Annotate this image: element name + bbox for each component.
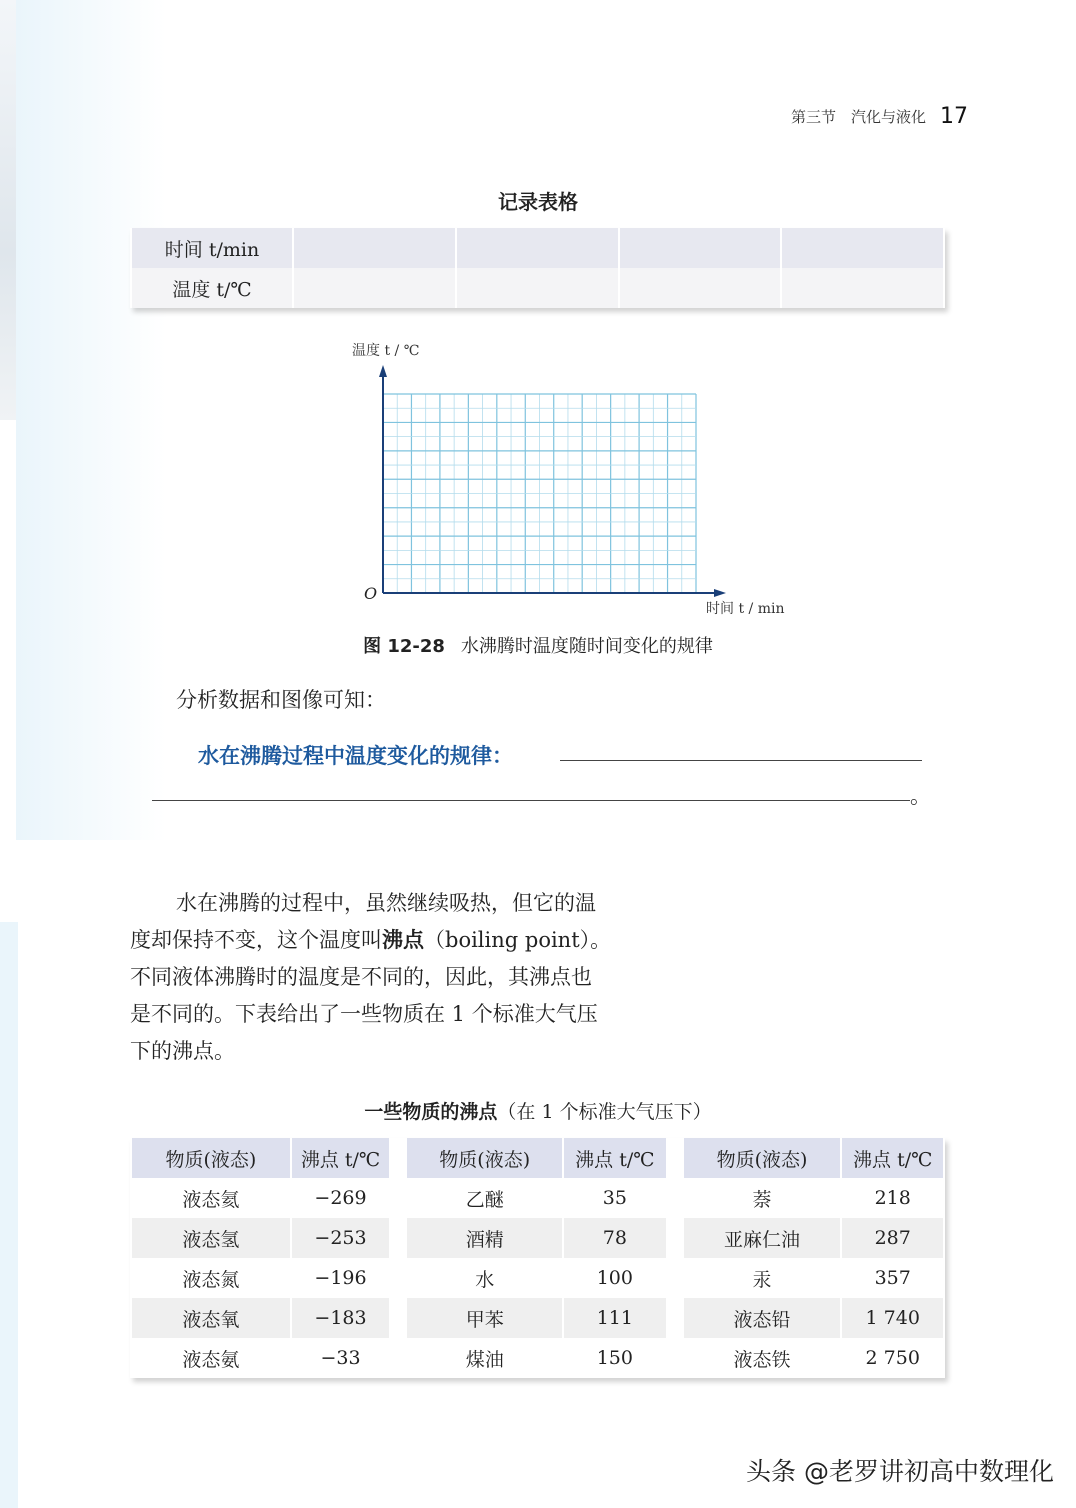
value-cell: 111 (564, 1298, 666, 1338)
body-line-2 (130, 922, 611, 959)
body-line-2c: （boiling point）。 (424, 928, 612, 952)
substance-cell: 煤油 (407, 1338, 562, 1378)
header-boiling-point: 沸点 t/℃ (564, 1138, 666, 1178)
record-table (130, 228, 945, 308)
record-row-time (132, 228, 943, 268)
record-table-title: 记录表格 (498, 190, 578, 214)
table-row (132, 1338, 943, 1378)
y-axis-arrow-icon (379, 365, 387, 377)
header-substance: 物质(液态) (407, 1138, 562, 1178)
term-boiling-point: 沸点 (382, 928, 424, 952)
record-cell (782, 228, 943, 268)
table-row (132, 1218, 943, 1258)
side-tint-strip (0, 922, 18, 1508)
value-cell: −196 (292, 1258, 389, 1298)
header-substance: 物质(液态) (684, 1138, 841, 1178)
value-cell: 78 (564, 1218, 666, 1258)
substance-cell: 液态氢 (132, 1218, 290, 1258)
value-cell: 357 (842, 1258, 943, 1298)
record-cell (294, 228, 455, 268)
substance-cell: 液态氧 (132, 1298, 290, 1338)
record-cell (782, 268, 943, 308)
answer-end-mark: 。 (910, 784, 931, 808)
record-time-label: 时间 t/min (132, 228, 292, 268)
analysis-intro: 分析数据和图像可知： (176, 688, 386, 712)
section-title: 第三节 汽化与液化 (790, 108, 926, 126)
value-cell: 2 750 (842, 1338, 943, 1378)
body-line-1: 水在沸腾的过程中，虽然继续吸热，但它的温 (176, 891, 596, 915)
substance-cell: 液态氮 (132, 1258, 290, 1298)
header-boiling-point: 沸点 t/℃ (292, 1138, 389, 1178)
figure-caption-text: 水沸腾时温度随时间变化的规律 (460, 636, 713, 657)
figure-caption (0, 632, 1076, 658)
record-cell (620, 228, 781, 268)
substance-cell: 液态氦 (132, 1178, 290, 1218)
record-cell (620, 268, 781, 308)
value-cell: 35 (564, 1178, 666, 1218)
value-cell: 150 (564, 1338, 666, 1378)
substance-cell: 液态铁 (684, 1338, 841, 1378)
body-line-2a: 度却保持不变，这个温度叫 (130, 928, 382, 952)
value-cell: −269 (292, 1178, 389, 1218)
table-row (132, 1178, 943, 1218)
value-cell: 218 (842, 1178, 943, 1218)
table-row (132, 1258, 943, 1298)
record-cell (294, 268, 455, 308)
page-number: 17 (940, 104, 968, 129)
value-cell: 287 (842, 1218, 943, 1258)
body-line-5: 下的沸点。 (130, 1039, 235, 1063)
record-row-temp (132, 268, 943, 308)
answer-line-2[interactable] (152, 800, 910, 801)
substance-cell: 水 (407, 1258, 562, 1298)
header-substance: 物质(液态) (132, 1138, 290, 1178)
boiling-table-header (132, 1138, 943, 1178)
record-cell (457, 268, 618, 308)
substance-cell: 汞 (684, 1258, 841, 1298)
substance-cell: 萘 (684, 1178, 841, 1218)
page-header (791, 104, 968, 129)
boiling-table-title-rest: （在 1 个标准大气压下） (497, 1101, 712, 1123)
figure-number: 图 12-28 (363, 636, 445, 657)
substance-cell: 甲苯 (407, 1298, 562, 1338)
table-row (132, 1298, 943, 1338)
analysis-question: 水在沸腾过程中温度变化的规律： (198, 743, 513, 768)
temperature-time-graph (340, 330, 800, 625)
value-cell: 100 (564, 1258, 666, 1298)
body-line-4: 是不同的。下表给出了一些物质在 1 个标准大气压 (130, 1002, 598, 1026)
substance-cell: 亚麻仁油 (684, 1218, 841, 1258)
y-axis-label: 温度 t / ℃ (352, 343, 420, 359)
value-cell: −183 (292, 1298, 389, 1338)
graph-grid (383, 394, 696, 593)
boiling-point-table (130, 1138, 945, 1378)
boiling-table-title-bold: 一些物质的沸点 (364, 1101, 498, 1123)
watermark: 头条 @老罗讲初高中数理化 (746, 1457, 1054, 1486)
value-cell: −33 (292, 1338, 389, 1378)
origin-label: O (364, 584, 378, 603)
record-cell (457, 228, 618, 268)
header-boiling-point: 沸点 t/℃ (842, 1138, 943, 1178)
substance-cell: 乙醚 (407, 1178, 562, 1218)
value-cell: 1 740 (842, 1298, 943, 1338)
answer-line-1[interactable] (560, 760, 922, 761)
x-axis-label: 时间 t / min (706, 601, 785, 617)
substance-cell: 液态氨 (132, 1338, 290, 1378)
substance-cell: 液态铅 (684, 1298, 841, 1338)
boiling-table-title (0, 1097, 1076, 1124)
x-axis-arrow-icon (714, 589, 726, 597)
value-cell: −253 (292, 1218, 389, 1258)
substance-cell: 酒精 (407, 1218, 562, 1258)
record-temp-label: 温度 t/℃ (132, 268, 292, 308)
body-line-3: 不同液体沸腾时的温度是不同的，因此，其沸点也 (130, 965, 592, 989)
